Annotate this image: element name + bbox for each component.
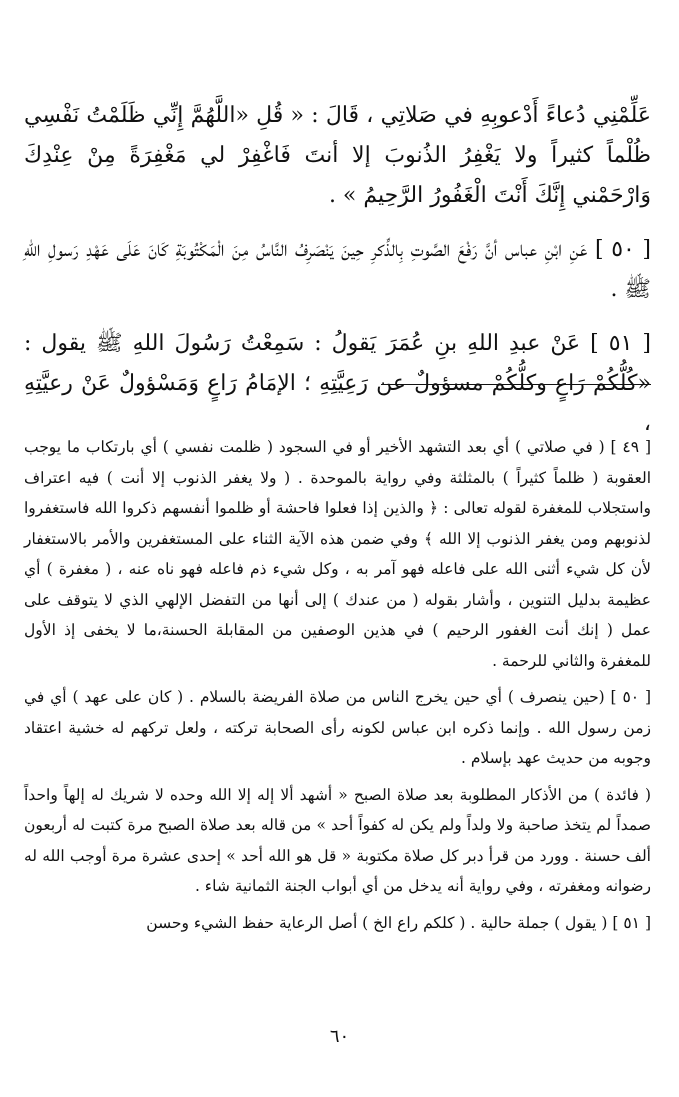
hadith-50: [ ٥٠ ] عَنِ ابْنِ عباس أنَّ رَفْعَ الصَّوتِ بِالذِّكرِ حِينَ يَنْصَرِفُ النَّاسُ مِنَ الْمَكْتُوبَةِ كَانَ عَلَى عَهْدِ رَسولِ اللهِ ﷺ . (24, 237, 651, 302)
commentary-49: [ ٤٩ ] ( في صلاتي ) أي بعد التشهد الأخير أو في السجود ( ظلمت نفسي ) أي بارتكاب ما يوجب العقوبة ( ظلماً كثيراً ) بالمثلثة وفي رواية بالموحدة . ( ولا يغفر الذنوب إلا أنت ) فيه اعتراف واستجلاب للمغفرة لقوله تعالى : ﴿ والذين إذا فعلوا فاحشة أو ظلموا أنفسهم ذكروا الله فاستغفروا لذنوبهم ومن يغفر الذنوب إلا الله ﴾ وفي ضمن هذه الآية الثناء على المستغفرين والأمر بالاستغفار لأن كل شيء أثنى الله على فاعله فهو آمر به ، وكل شيء ذم فاعله فهو ناه عنه ، ( مغفرة ) أي عظيمة بدليل التنوين ، وأشار بقوله ( من عندك ) إلى أنها من التفضل الإلهي الذي لا يتوقف على عمل ( إنك أنت الغفور الرحيم ) في هذين الوصفين من المقابلة الحسنة،ما لا يخفى إذ الأول للمغفرة والثاني للرحمة . (24, 438, 651, 670)
commentary-benefit: ( فائدة ) من الأذكار المطلوبة بعد صلاة الصبح « أشهد ألا إله إلا الله وحده لا شريك له إلهاً واحداً صمداً لم يتخذ صاحبة ولا ولداً ولم يكن له كفواً أحد » من قاله بعد صلاة الصبح مرة كتبت له أربعون ألف حسنة . وورد من قرأ دبر كل صلاة مكتوبة « قل هو الله أحد » إحدى عشرة مرة أوجب الله له رضوانه ومغفرته ، وفي رواية أنه يدخل من أي أبواب الجنة الثمانية شاء . (24, 785, 651, 895)
commentary-51: [ ٥١ ] ( يقول ) جملة حالية . ( كلكم راع الخ ) أصل الرعاية حفظ الشيء وحسن (146, 913, 651, 932)
footnote-separator (381, 384, 651, 385)
commentary-50: [ ٥٠ ] (حين ينصرف ) أي حين يخرج الناس من صلاة الفريضة بالسلام . ( كان على عهد ) أي في زمن رسول الله . وإنما ذكره ابن عباس لكونه رأى الصحابة تركته ، ولعل تركهم له خشية اعتقاد وجوبه من حديث عهد بإسلام . (24, 688, 651, 767)
commentary (24, 432, 651, 944)
page-number: ٦٠ (329, 1026, 350, 1047)
hadith-51: [ ٥١ ] عَنْ عبدِ اللهِ بنِ عُمَرَ يَقولُ : سَمِعْتُ رَسُولَ اللهِ ﷺ يقول : «كُلُّكُمْ رَاعٍ وكلُّكُمْ مسؤولٌ عن رَعِيَّتِهِ ؛ الإمَامُ رَاعٍ وَمَسْؤولٌ عَنْ رعيَّتِهِ ، (24, 331, 652, 436)
main-text (24, 96, 651, 458)
hadith-49-continuation: عَلِّمْنِي دُعاءً أَدْعوبِهِ في صَلاتِي ، قَالَ : « قُلِ «اللَّهُمَّ إِنِّي ظَلَمْتُ نَفْسِي ظُلْماً كثيراً ولا يَغْفِرُ الذُنوبَ إلا أنتَ فَاغْفِرْ لي مَغْفِرَةً مِنْ عِنْدِكَ وَارْحَمْني إِنَّكَ أَنْتَ الْغَفُورُ الرَّحِيمُ » . (24, 103, 651, 208)
